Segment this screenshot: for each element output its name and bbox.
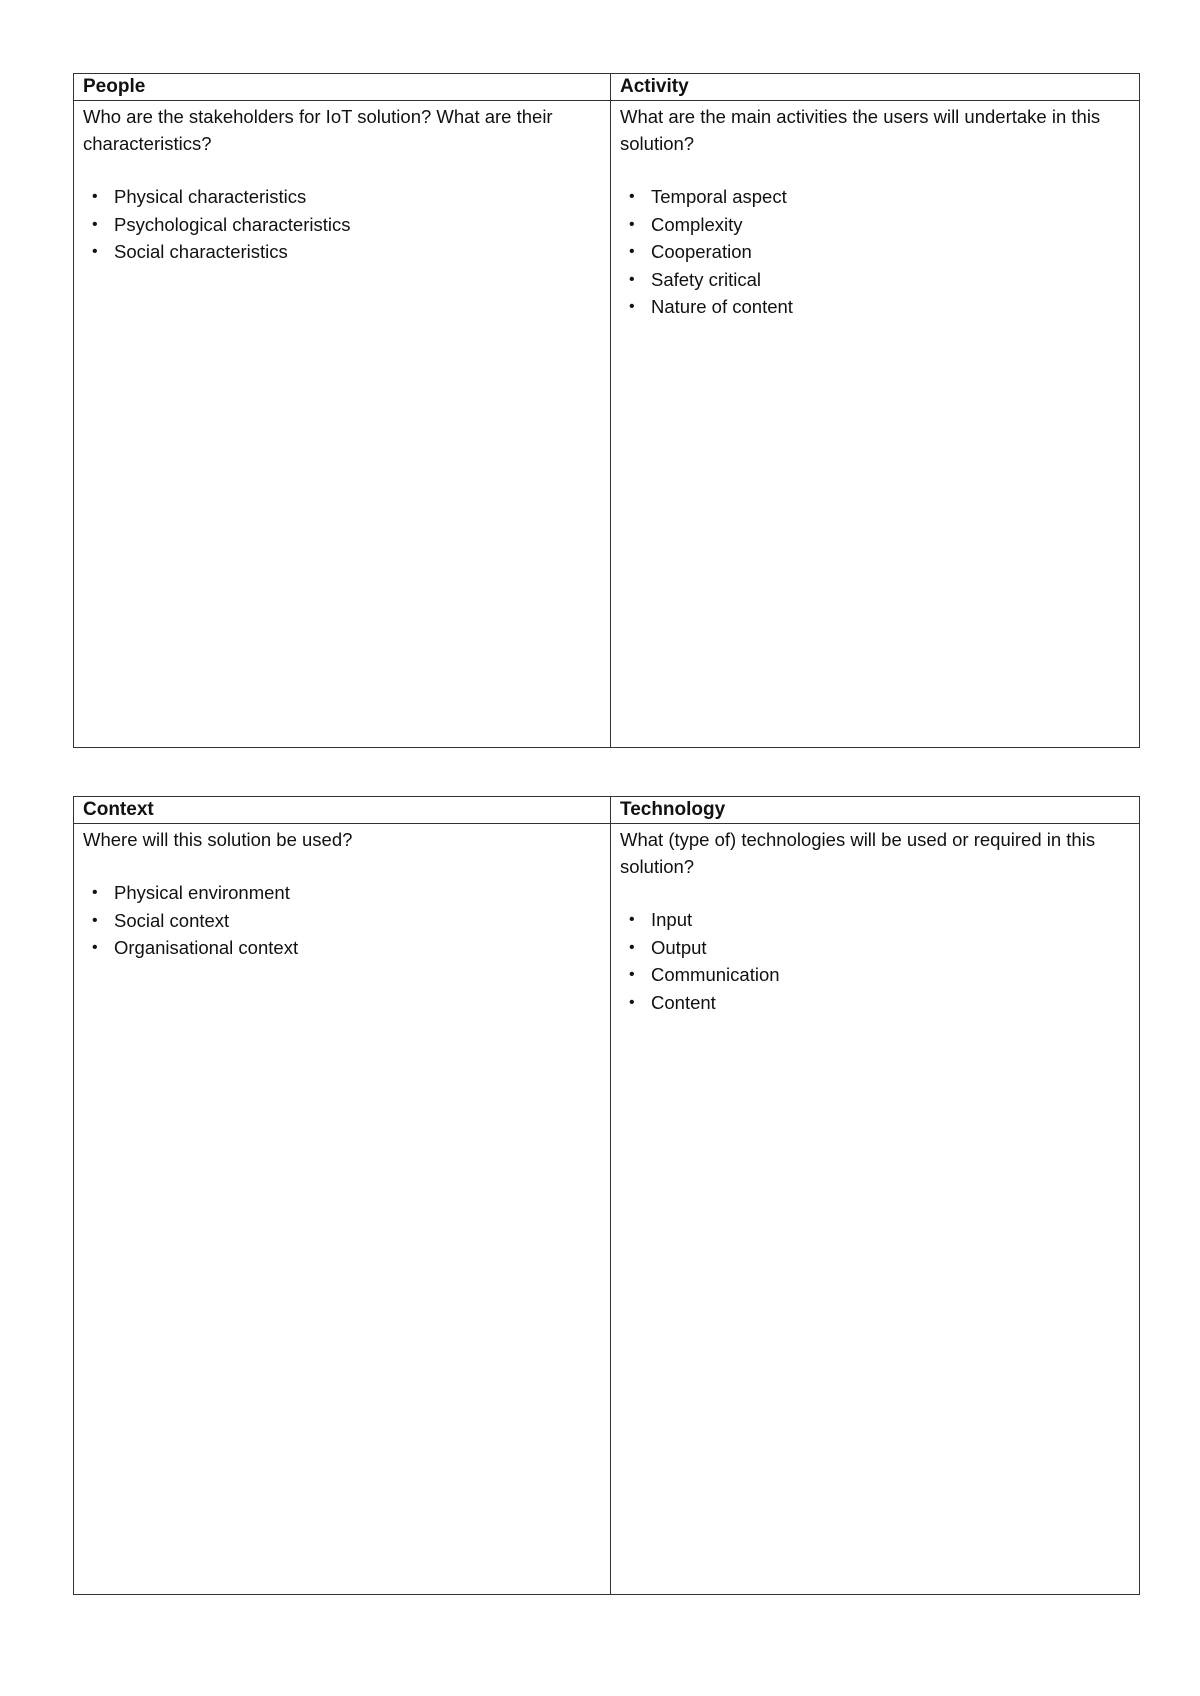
context-heading: Context: [74, 797, 611, 824]
activity-question: What are the main activities the users will undertake in this solution?: [620, 106, 1101, 154]
bullet-icon: •: [629, 298, 635, 315]
technology-list: [620, 906, 1130, 1016]
bullet-icon: •: [629, 911, 635, 928]
list-item-label: Cooperation: [651, 241, 752, 262]
list-item: [629, 989, 1130, 1017]
list-item-label: Content: [651, 991, 716, 1013]
list-item-label: Organisational context: [114, 937, 299, 958]
people-cell[interactable]: [74, 101, 611, 748]
list-item: [629, 266, 1130, 294]
list-item: [92, 907, 601, 935]
bullet-icon: •: [92, 884, 98, 901]
list-item-label: Psychological characteristics: [114, 213, 351, 235]
technology-cell[interactable]: [611, 824, 1140, 1595]
context-list: [83, 879, 601, 962]
list-item-label: Input: [651, 909, 693, 930]
activity-list: [620, 183, 1130, 321]
list-item: [629, 211, 1130, 239]
bullet-icon: •: [629, 270, 635, 288]
activity-heading: Activity: [611, 74, 1140, 101]
bullet-icon: •: [629, 966, 635, 983]
list-item: [92, 183, 601, 211]
list-item-label: Nature of content: [651, 296, 793, 317]
list-item-label: Temporal aspect: [651, 186, 787, 207]
list-item-label: Output: [651, 936, 707, 958]
bullet-icon: •: [629, 215, 635, 233]
list-item-label: Communication: [651, 964, 780, 985]
list-item-label: Physical characteristics: [114, 186, 307, 207]
people-activity-table: [73, 73, 1140, 748]
people-question: Who are the stakeholders for IoT solution? What are their characteristics?: [83, 106, 553, 154]
bullet-icon: •: [629, 938, 635, 956]
list-item-label: Physical environment: [114, 882, 290, 903]
bullet-icon: •: [92, 939, 98, 956]
people-heading: People: [74, 74, 611, 101]
bullet-icon: •: [629, 243, 635, 260]
list-item-label: Complexity: [651, 213, 743, 235]
activity-cell[interactable]: [611, 101, 1140, 748]
list-item: [629, 906, 1130, 934]
list-item: [92, 238, 601, 266]
list-item: [629, 961, 1130, 989]
list-item: [629, 183, 1130, 211]
list-item: [92, 934, 601, 962]
list-item-label: Social context: [114, 909, 230, 931]
context-question: Where will this solution be used?: [83, 829, 353, 850]
bullet-icon: •: [92, 188, 98, 205]
technology-question: What (type of) technologies will be used or required in this solution?: [620, 829, 1096, 877]
bullet-icon: •: [629, 993, 635, 1011]
technology-heading: Technology: [611, 797, 1140, 824]
list-item: [629, 238, 1130, 266]
bullet-icon: •: [92, 215, 98, 233]
list-item-label: Social characteristics: [114, 241, 288, 262]
list-item: [629, 293, 1130, 321]
header-row: [74, 74, 1140, 101]
list-item-label: Safety critical: [651, 268, 762, 290]
bullet-icon: •: [629, 188, 635, 205]
header-row: [74, 797, 1140, 824]
body-row: [74, 101, 1140, 748]
context-cell[interactable]: [74, 824, 611, 1595]
list-item: [92, 211, 601, 239]
body-row: [74, 824, 1140, 1595]
context-technology-table: [73, 796, 1140, 1595]
list-item: [629, 934, 1130, 962]
people-list: [83, 183, 601, 266]
list-item: [92, 879, 601, 907]
bullet-icon: •: [92, 243, 98, 260]
bullet-icon: •: [92, 911, 98, 929]
